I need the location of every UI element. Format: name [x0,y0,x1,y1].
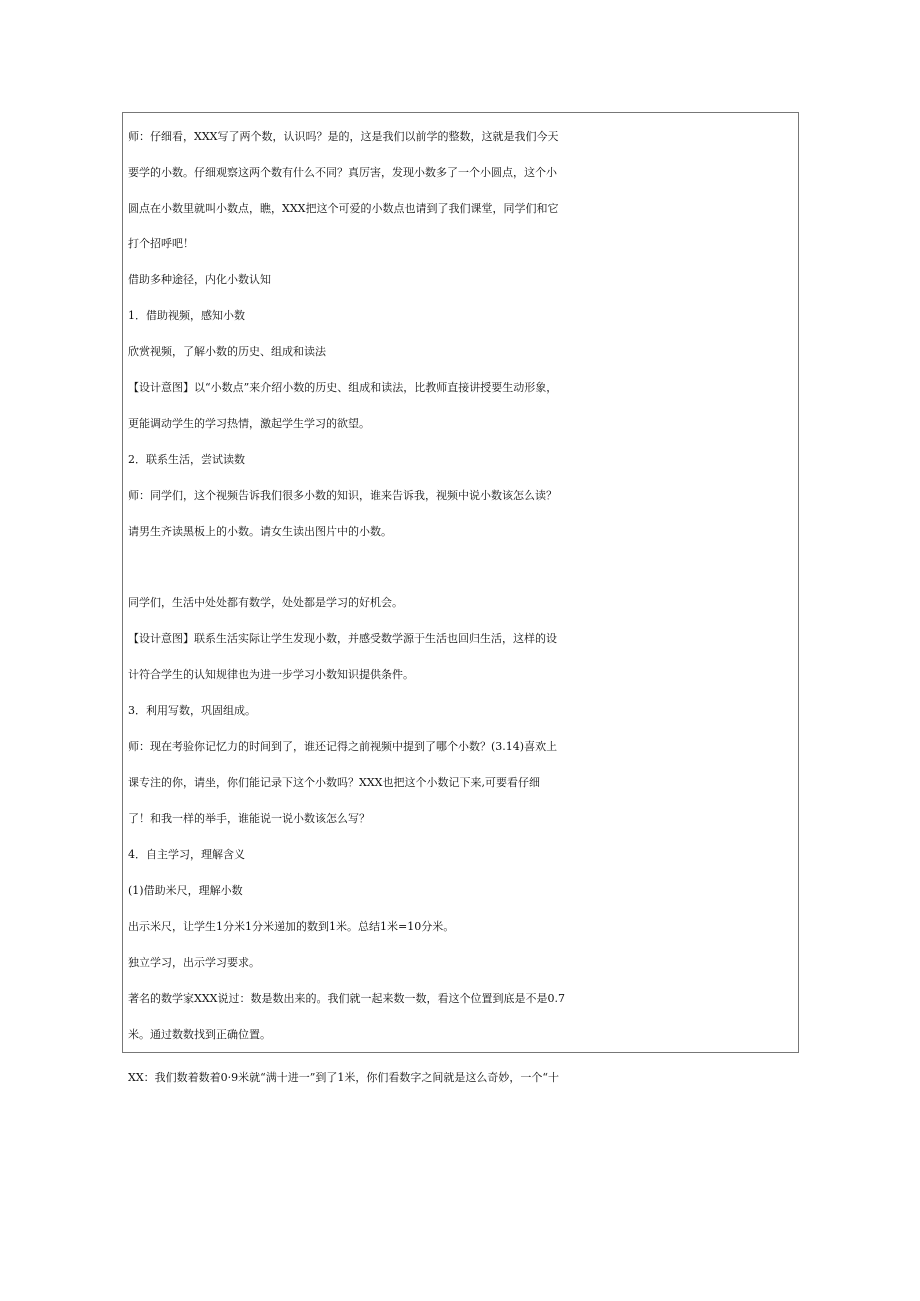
step-heading-1: 1．借助视频，感知小数 [128,309,245,322]
text-line: 更能调动学生的学习热情，激起学生学习的欲望。 [128,417,370,430]
text-after-table: XX：我们数着数着0·9米就“满十进一”到了1米，你们看数字之间就是这么奇妙，一个“十 [128,1071,560,1084]
sub-heading: (1)借助米尺，理解小数 [128,884,243,897]
text-line: 师：同学们，这个视频告诉我们很多小数的知识，谁来告诉我，视频中说小数该怎么读？ [128,489,557,502]
text-line: 欣赏视频，了解小数的历史、组成和读法 [128,345,326,358]
step-heading-4: 4．自主学习，理解含义 [128,848,245,861]
step-heading-2: 2．联系生活，尝试读数 [128,453,245,466]
text-line: 圆点在小数里就叫小数点，瞧，XXX把这个可爱的小数点也请到了我们课堂，同学们和它 [128,202,559,215]
design-intent-line: 【设计意图】联系生活实际让学生发现小数，并感受数学源于生活也回归生活，这样的设 [128,632,557,645]
text-line: 打个招呼吧！ [128,237,194,250]
text-line: 了！和我一样的举手，谁能说一说小数该怎么写？ [128,812,370,825]
text-line: 米。通过数数找到正确位置。 [128,1028,271,1041]
text-line: 师：现在考验你记忆力的时间到了，谁还记得之前视频中提到了哪个小数？(3.14)喜欢上 [128,740,558,753]
section-heading: 借助多种途径，内化小数认知 [128,273,271,286]
text-line: 计符合学生的认知规律也为进一步学习小数知识提供条件。 [128,668,414,681]
design-intent-line: 【设计意图】以“小数点”来介绍小数的历史、组成和读法，比教师直接讲授要生动形象， [128,381,558,394]
text-line: 同学们，生活中处处都有数学，处处都是学习的好机会。 [128,596,403,609]
text-line: 著名的数学家XXX说过：数是数出来的。我们就一起来数一数，看这个位置到底是不是0.7 [128,992,565,1005]
text-line: 要学的小数。仔细观察这两个数有什么不同？真厉害，发现小数多了一个小圆点，这个小 [128,166,557,179]
text-line: 独立学习，出示学习要求。 [128,956,260,969]
text-line: 师：仔细看，XXX写了两个数，认识吗？是的，这是我们以前学的整数，这就是我们今天 [128,130,559,143]
text-line: 请男生齐读黑板上的小数。请女生读出图片中的小数。 [128,525,392,538]
step-heading-3: 3．利用写数，巩固组成。 [128,704,256,717]
text-line: 出示米尺，让学生1分米1分米递加的数到1米。总结1米=10分米。 [128,920,455,933]
text-line: 课专注的你，请坐，你们能记录下这个小数吗？XXX也把这个小数记下来,可要看仔细 [128,776,540,789]
